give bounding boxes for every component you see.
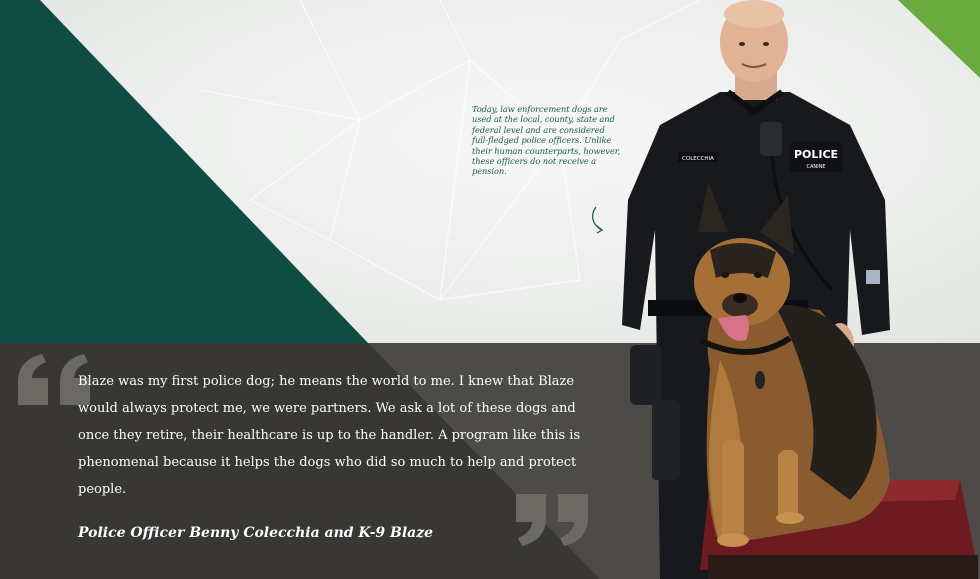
pension-note: Today, law enforcement dogs are used at the local, county, state and federal level and are considered full-fledged police officers. Unlike their human counterparts, however, these officers do not receive a pension. — [472, 104, 621, 177]
testimonial-attribution: Police Officer Benny Colecchia and K-9 Blaze — [78, 525, 434, 541]
officer-and-k9-photo — [600, 0, 980, 579]
canine-subtext: CANINE — [806, 164, 826, 170]
close-quote-icon — [512, 490, 596, 550]
teal-triangle — [0, 0, 370, 343]
name-tag: COLECCHIA — [682, 156, 714, 162]
testimonial-quote: Blaze was my first police dog; he means the world to me. I knew that Blaze would always protect me, we were partners. We ask a lot of these dogs and once they retire, their healthcare is up to the handler. A program like this is phenomenal because it helps the dogs who did so much to help and protect people. — [78, 374, 581, 497]
police-patch: POLICE — [793, 148, 839, 161]
